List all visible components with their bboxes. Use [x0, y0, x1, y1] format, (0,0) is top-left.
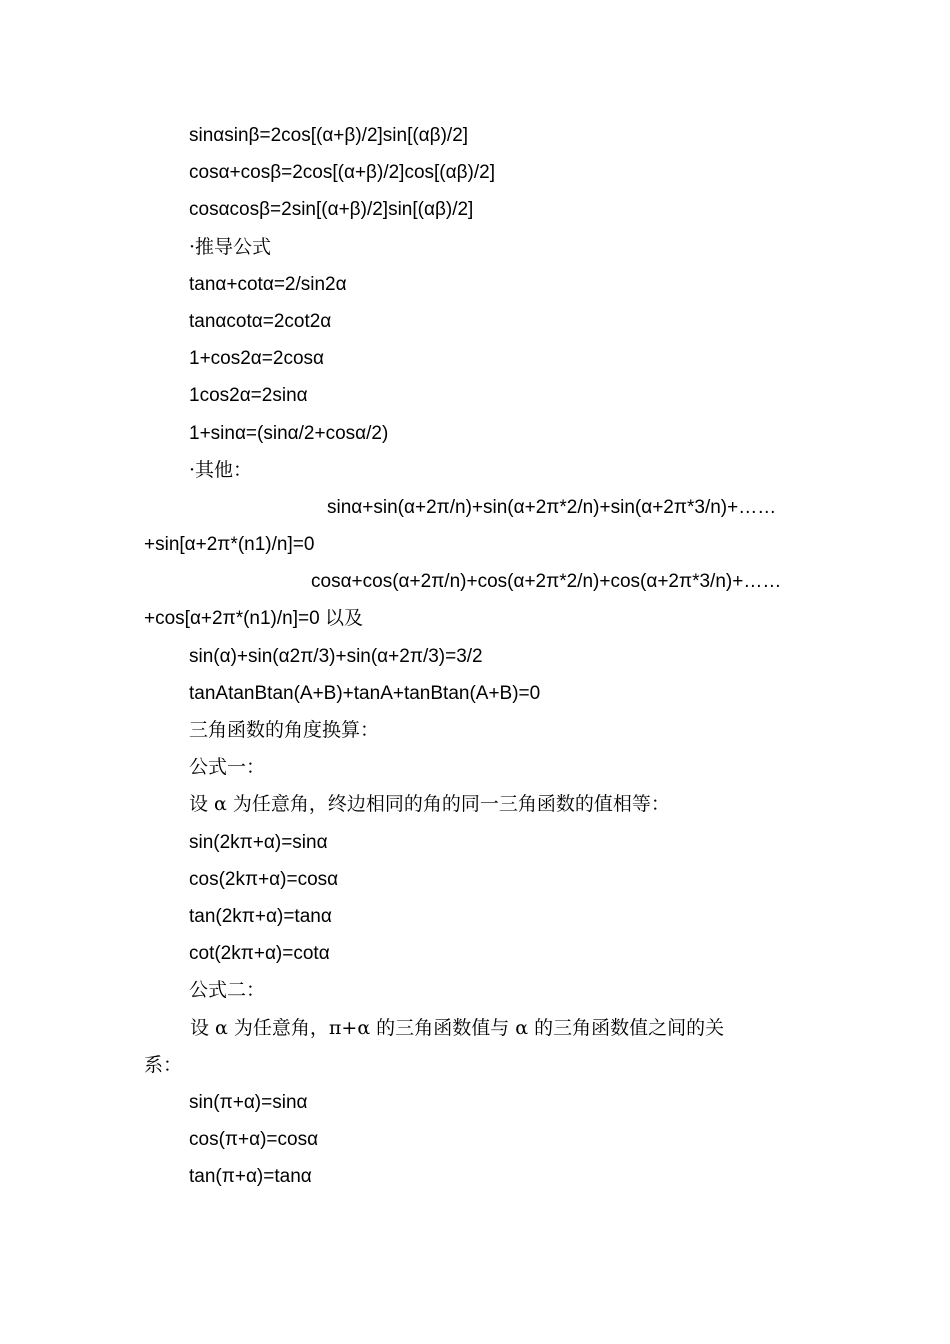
formula-line: sinαsinβ=2cos[(α+β)/2]sin[(αβ)/2]: [189, 125, 469, 146]
section-heading: ·其他：: [189, 458, 253, 481]
section-heading: ·推导公式: [189, 235, 272, 258]
paragraph-text: 设 α 为任意角，终边相同的角的同一三角函数的值相等：: [189, 793, 670, 816]
formula-line: tanAtanBtan(A+B)+tanA+tanBtan(A+B)=0: [189, 682, 541, 704]
section-heading: 公式二：: [189, 979, 266, 1002]
formula-line: cos(2kπ+α)=cosα: [189, 868, 339, 890]
formula-line: tan(2kπ+α)=tanα: [189, 905, 332, 927]
formula-line: 1+cos2α=2cosα: [189, 348, 324, 370]
formula-line: 1cos2α=2sinα: [189, 385, 308, 407]
formula-line: cosα+cos(α+2π/n)+cos(α+2π*2/n)+cos(α+2π*3/n)+……: [311, 571, 782, 593]
formula-line: sin(2kπ+α)=sinα: [189, 831, 328, 853]
formula-line: cosα+cosβ=2cos[(α+β)/2]cos[(αβ)/2]: [189, 162, 495, 184]
paragraph-first-line: 设 α 为任意角，π+α 的三角函数值与 α 的三角函数值之间的关: [190, 1016, 725, 1039]
section-heading: 三角函数的角度换算：: [189, 719, 380, 741]
formula-line: sinα+sin(α+2π/n)+sin(α+2π*2/n)+sin(α+2π*3/n)+……: [327, 496, 777, 518]
formula-line: sin(α)+sin(α2π/3)+sin(α+2π/3)=3/2: [189, 645, 483, 667]
paragraph-text: [144, 1010, 808, 1084]
formula-line: cosαcosβ=2sin[(α+β)/2]sin[(αβ)/2]: [189, 199, 474, 221]
formula-line: +sin[α+2π*(n1)/n]=0: [144, 534, 315, 556]
formula-line: tanαcotα=2cot2α: [189, 310, 332, 332]
section-heading: 公式一：: [189, 756, 266, 779]
document-body: [144, 117, 808, 1195]
formula-line: 1+sinα=(sinα/2+cosα/2): [189, 422, 389, 444]
paragraph-continuation: 系：: [144, 1053, 183, 1076]
formula-line: tanα+cotα=2/sin2α: [189, 273, 347, 295]
formula-line: +cos[α+2π*(n1)/n]=0 以及: [144, 608, 363, 630]
formula-line: cos(π+α)=cosα: [189, 1129, 319, 1151]
formula-line: sin(π+α)=sinα: [189, 1091, 308, 1113]
formula-line: tan(π+α)=tanα: [189, 1166, 312, 1188]
formula-line: cot(2kπ+α)=cotα: [189, 943, 330, 965]
